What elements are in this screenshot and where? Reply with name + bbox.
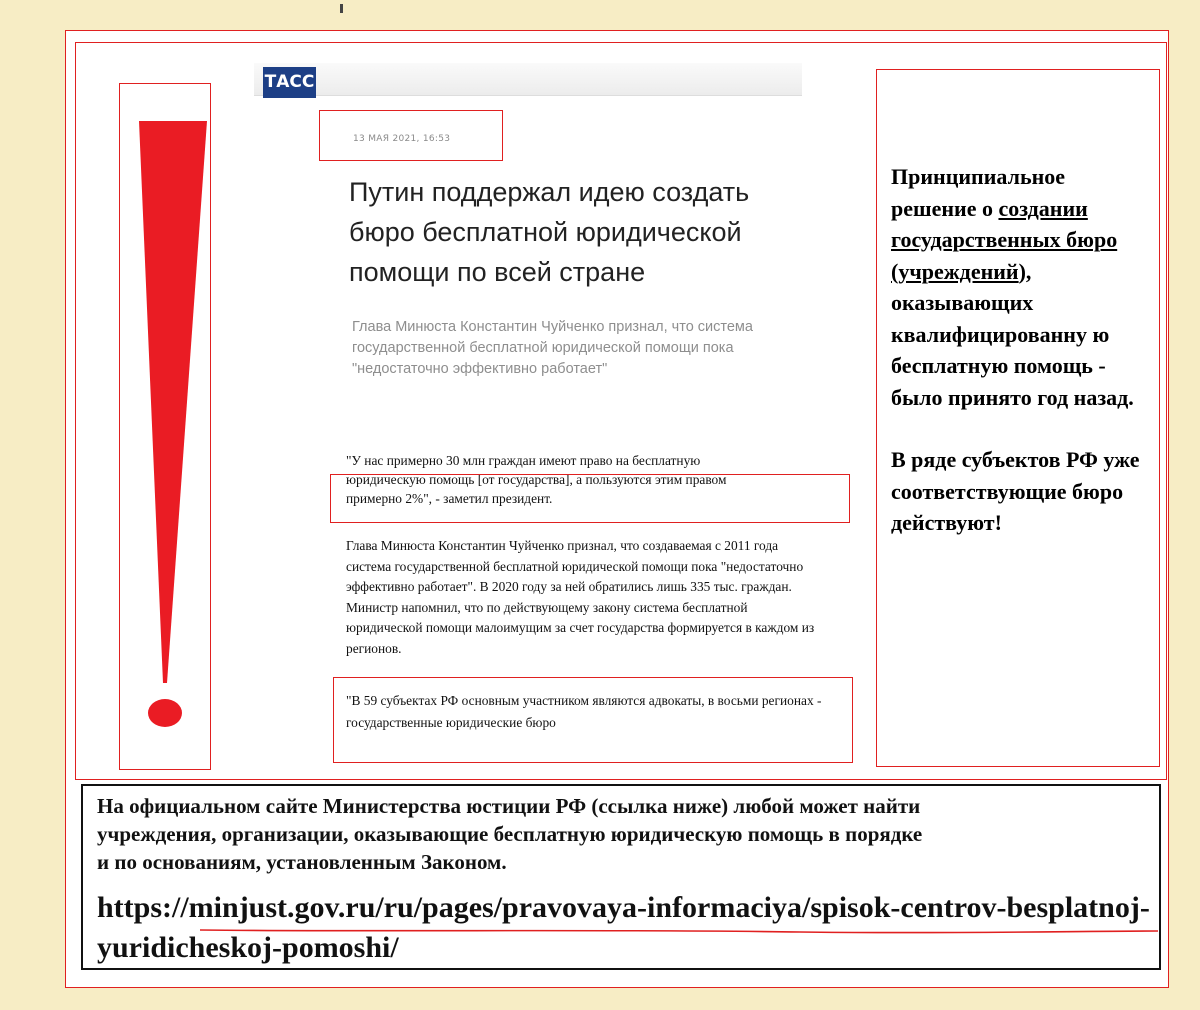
tass-header-bar (254, 63, 802, 96)
article-date: 13 МАЯ 2021, 16:53 (353, 134, 451, 144)
exclamation-mark-icon (119, 83, 211, 770)
minjust-link[interactable]: https://minjust.gov.ru/ru/pages/pravovaya-informaciya/spisok-centrov-besplatnoj-yuridicheskoj-pomoshi/ (97, 891, 1150, 964)
bottom-line-1: На официальном сайте Министерства юстиции РФ (ссылка ниже) любой может найти (97, 794, 921, 818)
side-note (891, 161, 1153, 539)
side-note-paragraph-2: В ряде субъектов РФ уже соответствующие бюро действуют! (891, 447, 1140, 535)
bottom-line-3: и по основаниям, установленным Законом. (97, 850, 507, 874)
tass-logo[interactable]: ТАСС (263, 67, 316, 98)
exclamation-dot (148, 699, 182, 727)
top-tick-mark (340, 4, 343, 13)
article-lead: Глава Минюста Константин Чуйченко признал, что система государственной бесплатной юридической помощи пока "недостаточно эффективно работает" (352, 319, 753, 377)
link-red-underline (200, 928, 1160, 938)
president-quote: "У нас примерно 30 млн граждан имеют право на бесплатную юридическую помощь [от государства], а пользуются этим правом примерно 2%", - заметил президент. (346, 453, 727, 506)
quote-highlight-frame (330, 474, 850, 523)
side-note-underlined: создании государственных бюро (учреждений (891, 195, 1118, 284)
article-headline: Путин поддержал идею создать бюро бесплатной юридической помощи по всей стране (349, 177, 750, 287)
side-note-text-cont: ), оказывающих квалифицированну ю бесплатную помощь - было принято год назад. (891, 258, 1134, 410)
exclamation-bar (139, 121, 207, 683)
bottom-line-2: учреждения, организации, оказывающие бесплатную юридическую помощь в порядке (97, 822, 923, 846)
side-note-paragraph-1 (891, 161, 1153, 413)
bottom-info-text (97, 792, 1161, 876)
bottom-info-box (81, 784, 1161, 970)
article-body-paragraph: Глава Минюста Константин Чуйченко признал, что создаваемая с 2011 года система государственной бесплатной юридической помощи пока "недостаточно эффективно работает". В 2020 году за ней обратились лишь 335 тыс. граждан. Министр напомнил, что по действующему закону система бесплатной юридической помощи малоимущим за счет государства формируется в каждом из регионов. (346, 538, 815, 656)
minister-quote: "В 59 субъектах РФ основным участником являются адвокаты, в восьми регионах - государственные юридические бюро (346, 693, 822, 730)
side-note-text: Принципиальное решение о (891, 164, 1066, 221)
